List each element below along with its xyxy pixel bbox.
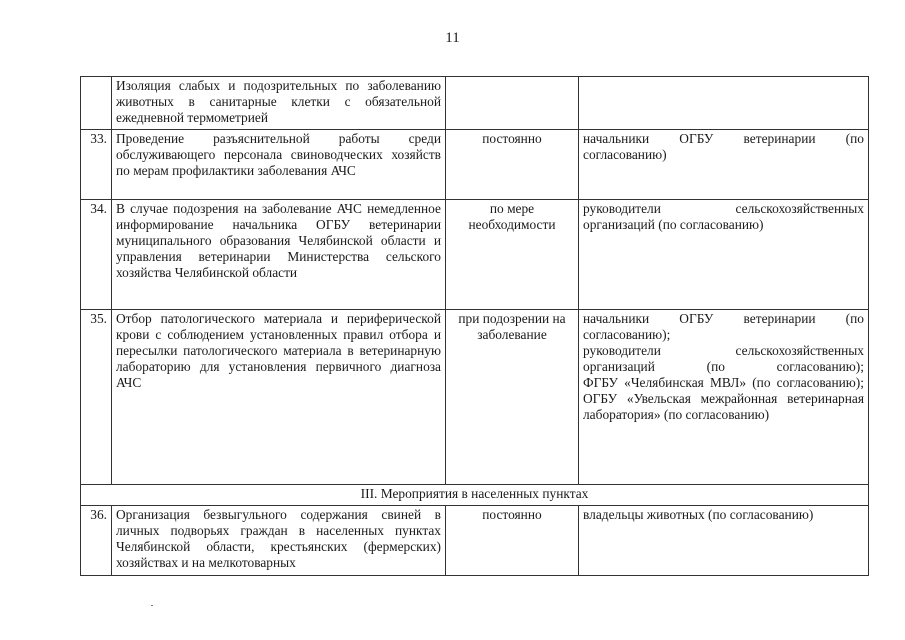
responsible-cell [579,130,869,200]
row-number: 35. [81,310,112,485]
section-row [81,485,869,506]
responsible-cell: владельцы животных (по согласованию) [579,506,869,576]
table-row [81,130,869,200]
table-row [81,200,869,310]
scan-speck [151,605,153,606]
term-cell: постоянно [446,130,579,200]
term-cell [446,77,579,130]
responsible-entry: ФГБУ «Челябинская МВЛ» (по согласованию); [583,375,864,390]
responsible-entry: руководители сельскохозяйственных организаций (по согласованию); [583,343,864,374]
row-number: 34. [81,200,112,310]
responsible-entry: начальники ОГБУ ветеринарии (по согласованию); [583,311,864,342]
action-cell: В случае подозрения на заболевание АЧС немедленное информирование начальника ОГБУ ветеринарии муниципального образования Челябинской области и управления ветеринарии Министерства сельского хозяйства Челябинской области [112,200,446,310]
measures-table [80,76,869,576]
responsible-entry: начальники ОГБУ ветеринарии (по согласованию) [583,131,864,162]
row-number [81,77,112,130]
action-cell: Проведение разъяснительной работы среди обслуживающего персонала свиноводческих хозяйств по мерам профилактики заболевания АЧС [112,130,446,200]
responsible-cell [579,77,869,130]
responsible-entry: руководители сельскохозяйственных организаций (по согласованию) [583,201,864,232]
table-row [81,506,869,576]
row-number: 33. [81,130,112,200]
table-row [81,310,869,485]
responsible-entry: ОГБУ «Увельская межрайонная ветеринарная лаборатория» (по согласованию) [583,391,864,422]
page-number: 11 [445,30,460,46]
action-cell: Изоляция слабых и подозрительных по заболеванию животных в санитарные клетки с обязательной ежедневной термометрией [112,77,446,130]
responsible-cell [579,200,869,310]
term-cell: постоянно [446,506,579,576]
action-cell: Организация безвыгульного содержания свиней в личных подворьях граждан в населенных пунктах Челябинской области, крестьянских (фермерских) хозяйствах и на мелкотоварных [112,506,446,576]
table-row [81,77,869,130]
row-number: 36. [81,506,112,576]
responsible-cell [579,310,869,485]
section-title: III. Мероприятия в населенных пунктах [81,485,869,506]
term-cell: при подозрении на заболевание [446,310,579,485]
term-cell: по мере необходимости [446,200,579,310]
action-cell: Отбор патологического материала и периферической крови с соблюдением установленных правил отбора и пересылки патологического материала в ветеринарную лабораторию для установления первичного диагноза АЧС [112,310,446,485]
